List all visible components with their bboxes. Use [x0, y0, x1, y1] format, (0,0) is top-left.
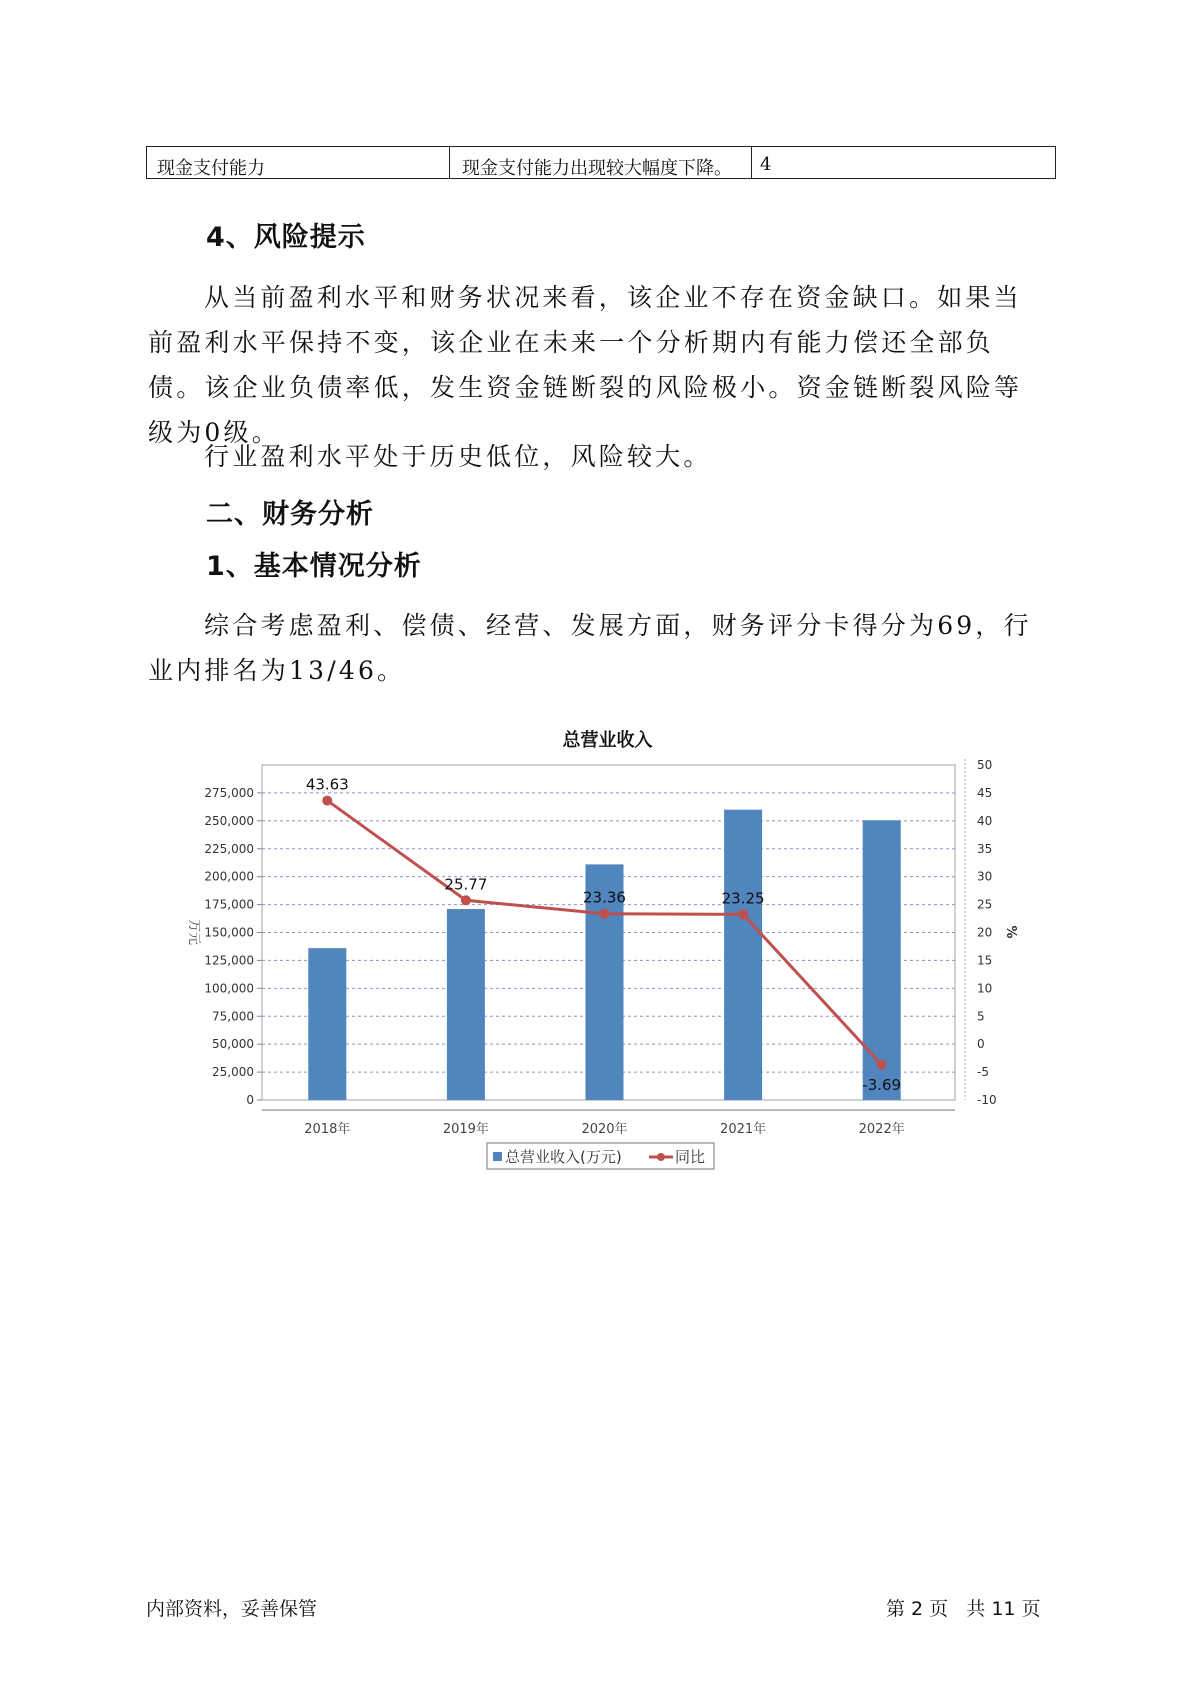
bar	[308, 948, 346, 1100]
y-tick-label-left: 250,000	[204, 813, 254, 828]
yoy-point	[600, 909, 610, 919]
y-tick-label-left: 0	[246, 1093, 254, 1107]
y-tick-label-left: 200,000	[204, 869, 254, 884]
y-tick-label-left: 275,000	[204, 785, 254, 800]
y-tick-label-right: -10	[977, 1093, 997, 1107]
yoy-point	[877, 1060, 887, 1070]
legend-line-label: 同比	[675, 1148, 706, 1166]
y-tick-label-right: 25	[977, 897, 993, 912]
bar	[447, 909, 485, 1100]
bar	[724, 810, 762, 1100]
y-tick-label-left: 25,000	[212, 1065, 254, 1080]
yoy-point	[461, 895, 471, 905]
y-tick-label-left: 125,000	[204, 953, 254, 968]
table-cell-indicator: 现金支付能力	[147, 147, 450, 178]
data-label: 43.63	[305, 775, 349, 794]
industry-risk-paragraph: 行业盈利水平处于历史低位，风险较大。	[204, 442, 712, 471]
y-tick-label-left: 100,000	[204, 981, 254, 996]
footer-page-number: 第 2 页 共 11 页	[886, 1598, 1041, 1620]
y-axis-title-left: 万元	[186, 918, 201, 946]
x-tick-label: 2022年	[858, 1122, 905, 1137]
y-tick-label-right: 10	[977, 981, 993, 996]
x-tick-label: 2018年	[304, 1122, 351, 1137]
chart-title: 总营业收入	[562, 730, 653, 751]
legend-bar-swatch	[493, 1152, 502, 1161]
table-cell-description: 现金支付能力出现较大幅度下降。	[450, 147, 752, 178]
data-label: 23.36	[583, 888, 626, 907]
finance-heading: 二、财务分析	[206, 499, 374, 530]
x-tick-label: 2021年	[720, 1122, 767, 1137]
bar	[863, 820, 901, 1100]
legend-line-marker	[657, 1153, 665, 1161]
y-tick-label-left: 175,000	[204, 897, 254, 912]
footer-confidential: 内部资料，妥善保管	[146, 1598, 318, 1620]
y-tick-label-right: 15	[977, 953, 993, 968]
y-tick-label-left: 225,000	[204, 841, 254, 856]
x-tick-label: 2019年	[442, 1122, 489, 1137]
y-tick-label-left: 75,000	[212, 1009, 254, 1024]
risk-paragraph: 从当前盈利水平和财务状况来看，该企业不存在资金缺口。如果当前盈利水平保持不变，该企业在未来一个分析期内有能力偿还全部负债。该企业负债率低，发生资金链断裂的风险极小。资金链断裂风险等级为0级。	[148, 283, 1023, 447]
y-tick-label-right: 45	[977, 785, 993, 800]
yoy-point	[322, 796, 332, 806]
y-tick-label-right: 5	[977, 1009, 985, 1024]
y-tick-label-left: 50,000	[212, 1037, 254, 1052]
data-label: 23.25	[721, 889, 765, 908]
y-tick-label-right: 20	[977, 925, 993, 940]
x-tick-label: 2020年	[581, 1122, 628, 1137]
data-label: 25.77	[444, 875, 488, 894]
legend-bar-label: 总营业收入(万元)	[505, 1148, 622, 1166]
y-tick-label-right: 35	[977, 841, 993, 856]
table-cell-score: 4	[760, 154, 772, 175]
yoy-point	[738, 909, 748, 919]
y-tick-label-right: -5	[977, 1065, 989, 1080]
basic-analysis-heading: 1、基本情况分析	[206, 551, 422, 582]
data-label: -3.69	[862, 1075, 902, 1094]
score-paragraph: 综合考虑盈利、偿债、经营、发展方面，财务评分卡得分为69，行业内排名为13/46。	[148, 611, 1032, 685]
y-axis-title-right: %	[1003, 925, 1018, 939]
y-tick-label-left: 150,000	[204, 925, 254, 940]
y-tick-label-right: 0	[977, 1037, 985, 1052]
risk-heading: 4、风险提示	[206, 222, 366, 253]
y-tick-label-right: 50	[977, 758, 993, 772]
y-tick-label-right: 40	[977, 813, 993, 828]
y-tick-label-right: 30	[977, 869, 993, 884]
